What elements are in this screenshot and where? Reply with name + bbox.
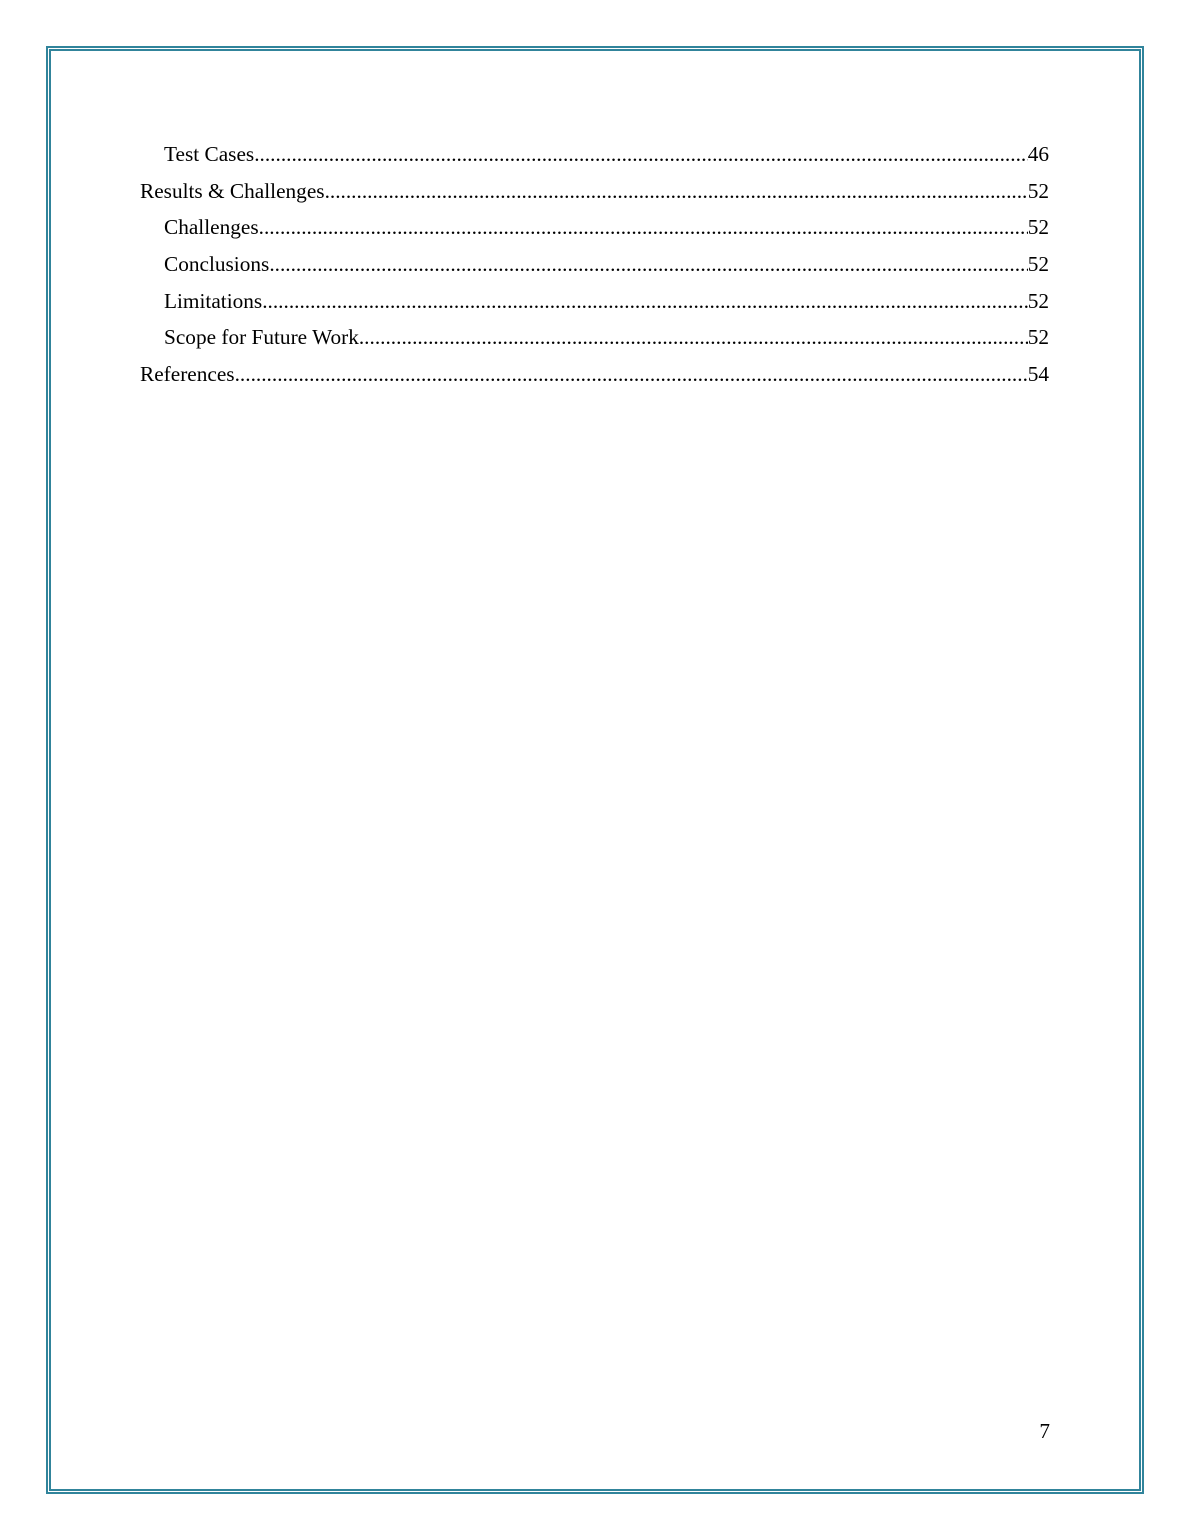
toc-dot-leader <box>262 283 1028 320</box>
toc-entry-title: Scope for Future Work <box>164 325 359 350</box>
toc-entry-page: 52 <box>1027 288 1049 313</box>
page-number: 7 <box>1039 1419 1050 1443</box>
toc-entry-title: Conclusions <box>164 252 270 277</box>
table-of-contents <box>140 136 1049 393</box>
toc-entry-references[interactable] <box>140 356 1049 393</box>
toc-dot-leader <box>325 173 1028 210</box>
toc-dot-leader <box>235 356 1028 393</box>
toc-dot-leader <box>359 319 1028 356</box>
toc-entry-test-cases[interactable] <box>140 136 1049 173</box>
toc-dot-leader <box>259 209 1028 246</box>
toc-entry-results-challenges[interactable] <box>140 173 1049 210</box>
toc-entry-scope-for-future-work[interactable] <box>140 319 1049 356</box>
toc-entry-title: Test Cases <box>164 142 255 166</box>
toc-dot-leader <box>254 136 1028 173</box>
toc-entry-page: 52 <box>1027 325 1049 350</box>
toc-entry-title: References <box>140 362 235 387</box>
toc-entry-title: Results & Challenges <box>140 178 325 203</box>
toc-entry-conclusions[interactable] <box>140 246 1049 283</box>
toc-entry-title: Limitations <box>164 288 263 313</box>
toc-entry-limitations[interactable] <box>140 283 1049 320</box>
toc-entry-page: 52 <box>1027 252 1049 277</box>
toc-entry-page: 52 <box>1027 215 1049 240</box>
toc-dot-leader <box>269 246 1027 283</box>
toc-entry-page: 52 <box>1027 178 1049 203</box>
toc-entry-title: Challenges <box>164 215 259 240</box>
toc-entry-challenges[interactable] <box>140 209 1049 246</box>
toc-entry-page: 46 <box>1027 142 1049 166</box>
toc-entry-page: 54 <box>1027 362 1049 387</box>
